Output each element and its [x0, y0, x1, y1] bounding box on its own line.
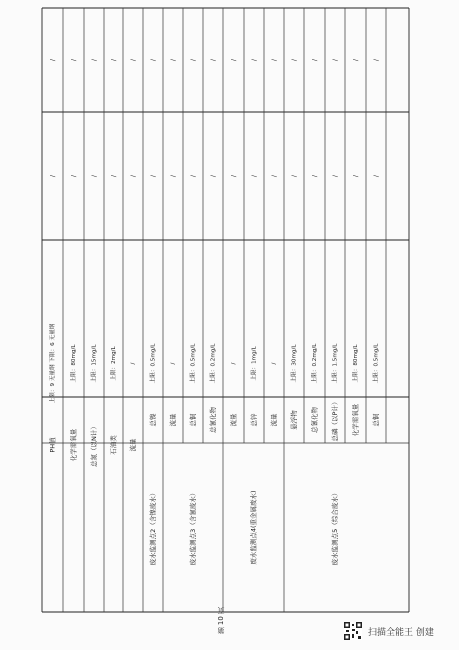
monitoring-point-label: 废水监测点3（含氰废水） — [189, 489, 197, 566]
monitoring-point-label: 废水监测点2（含镍废水） — [149, 489, 157, 566]
table-content — [48, 58, 381, 565]
table-grid — [42, 8, 409, 612]
limit-value: 上限：80mg/L — [353, 344, 359, 383]
monitoring-point-label: 废水监测点5（综合废水） — [331, 489, 339, 566]
limit-value: 上限：0.5mg/L — [150, 343, 157, 384]
param-label: 总氮（以N计） — [90, 423, 98, 467]
result-value-1: / — [351, 174, 360, 178]
param-label: 总铜 — [372, 413, 380, 427]
param-label: 化学需氧量 — [351, 403, 360, 437]
result-value-1: / — [90, 174, 98, 178]
param-label: 总磷（以P计） — [331, 398, 339, 442]
param-label: 流量 — [129, 438, 137, 452]
limit-value: 上限：0.5mg/L — [190, 343, 197, 384]
result-value-1: / — [310, 174, 319, 178]
param-label: 流量 — [169, 413, 177, 427]
result-value-2: / — [129, 58, 137, 62]
param-label: 化学需氧量 — [69, 428, 78, 462]
limit-value: / — [170, 362, 177, 365]
result-value-2: / — [169, 58, 177, 62]
result-value-2: / — [331, 58, 339, 62]
result-value-2: / — [250, 58, 258, 62]
result-value-2: / — [209, 58, 217, 62]
limit-value: 上限：0.5mg/L — [373, 343, 380, 384]
param-label: 流量 — [270, 413, 278, 427]
param-label: 总锌 — [250, 413, 258, 427]
limit-value: 上限：30mg/L — [291, 344, 298, 383]
limit-value: 上限：9 无量纲 下限：6 无量纲 — [50, 323, 56, 404]
limit-value: 上限：15mg/L — [91, 344, 98, 383]
param-label: 总铜 — [189, 413, 197, 427]
param-label: 石油类 — [109, 435, 118, 455]
result-value-1: / — [290, 174, 298, 178]
result-value-1: / — [372, 174, 380, 178]
qr-code-icon — [344, 622, 362, 640]
limit-value: 上限：2mg/L — [111, 346, 117, 381]
result-value-2: / — [372, 58, 380, 62]
result-value-1: / — [250, 174, 258, 178]
param-label: 总氰化物 — [310, 407, 319, 433]
limit-value: 上限：80mg/L — [71, 344, 77, 383]
param-label: 流量 — [229, 413, 238, 427]
page-number: 第 10 页 — [217, 607, 225, 635]
limit-value: / — [130, 362, 137, 365]
limit-value: 上限：1.5mg/L — [332, 343, 339, 384]
result-value-2: / — [149, 58, 157, 62]
result-value-2: / — [109, 58, 118, 62]
monitoring-point-label: 废水监测点4(重金属废水) — [249, 490, 258, 565]
result-value-1: / — [169, 174, 177, 178]
param-label: 悬浮物 — [290, 410, 298, 430]
limit-value: 上限：0.2mg/L — [312, 343, 318, 384]
result-value-1: / — [109, 174, 118, 178]
result-value-2: / — [310, 58, 319, 62]
scanner-watermark — [344, 622, 434, 640]
result-value-1: / — [189, 174, 197, 178]
result-value-1: / — [48, 174, 57, 178]
limit-value: 上限：0.2mg/L — [210, 343, 217, 384]
footer-brand: 扫描全能王 创建 — [368, 627, 434, 638]
result-value-2: / — [189, 58, 197, 62]
param-label: PH值 — [48, 437, 57, 453]
limit-value: 上限：1mg/L — [251, 346, 258, 381]
result-value-2: / — [90, 58, 98, 62]
limit-value: / — [271, 362, 278, 365]
result-value-1: / — [209, 174, 217, 178]
param-label: 总镍 — [149, 413, 157, 427]
result-value-2: / — [351, 58, 360, 62]
result-value-2: / — [270, 58, 278, 62]
result-value-1: / — [229, 174, 238, 178]
result-value-2: / — [229, 58, 238, 62]
result-value-1: / — [149, 174, 157, 178]
result-value-1: / — [69, 174, 78, 178]
param-label: 总氰化物 — [209, 407, 217, 433]
result-value-1: / — [331, 174, 339, 178]
result-value-1: / — [129, 174, 137, 178]
result-value-1: / — [270, 174, 278, 178]
result-value-2: / — [48, 58, 57, 62]
result-value-2: / — [69, 58, 78, 62]
limit-value: / — [231, 362, 237, 365]
result-value-2: / — [290, 58, 298, 62]
